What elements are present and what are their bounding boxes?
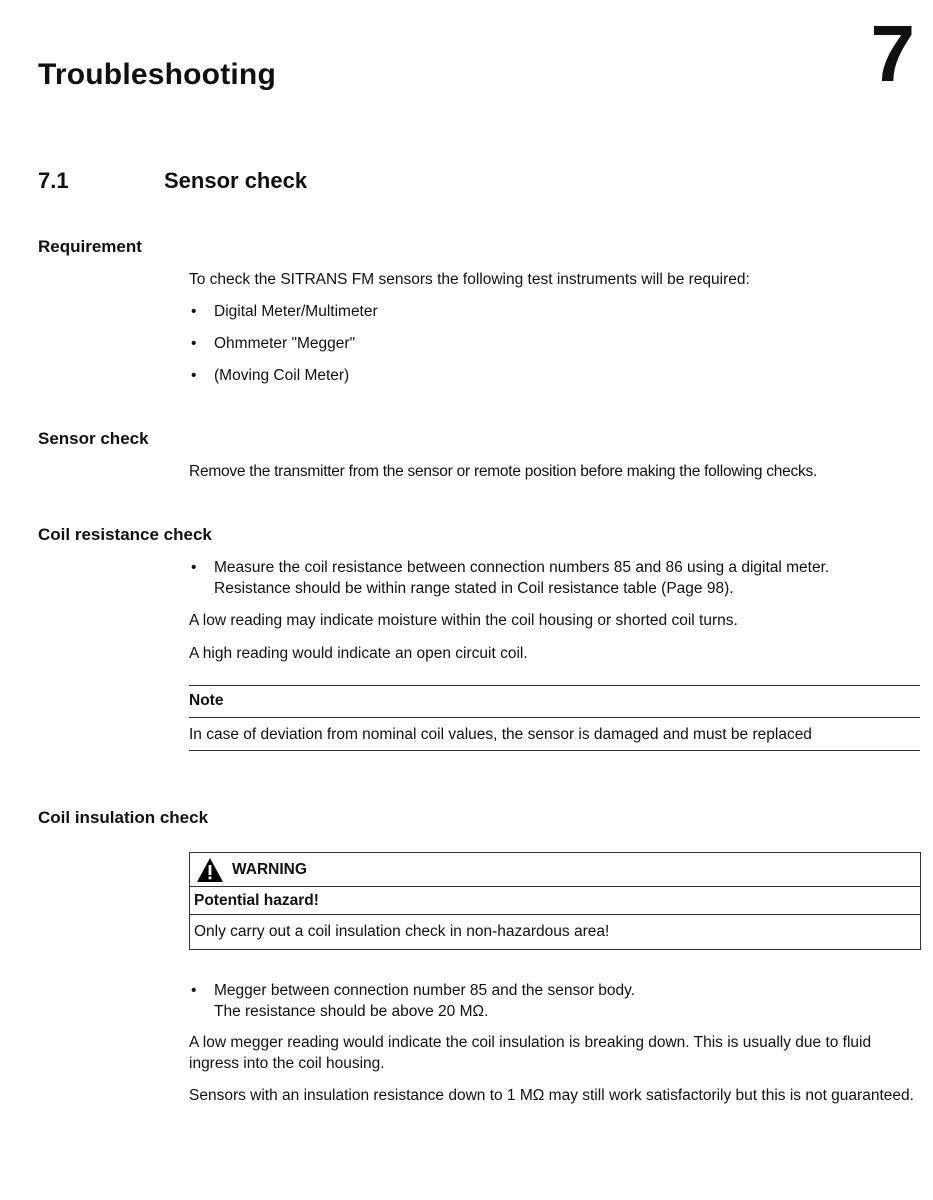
coil-resistance-para2: A high reading would indicate an open circuit coil. (189, 645, 528, 662)
bullet-line: Megger between connection number 85 and the sensor body. (214, 982, 636, 999)
section-title: Sensor check (164, 168, 308, 193)
coil-resistance-para1: A low reading may indicate moisture within the coil housing or shorted coil turns. (189, 612, 738, 629)
warning-title: Potential hazard! (190, 887, 920, 915)
warning-header (190, 853, 920, 887)
list-item: • (Moving Coil Meter) (189, 365, 921, 386)
bullet-line: Measure the coil resistance between connection numbers 85 and 86 using a digital meter. (214, 559, 830, 576)
warning-text: Only carry out a coil insulation check in non-hazardous area! (194, 923, 610, 940)
coil-insulation-heading: Coil insulation check (38, 808, 209, 827)
sensor-check-heading: Sensor check (38, 429, 149, 448)
warning-box (189, 852, 921, 950)
list-item: • Digital Meter/Multimeter (189, 301, 921, 322)
note-title: Note (189, 686, 920, 718)
sensor-check-text: Remove the transmitter from the sensor or remote position before making the following checks. (189, 463, 818, 480)
coil-insulation-para1: A low megger reading would indicate the coil insulation is breaking down. This is usually due to fluid ingress into the coil housing. (189, 1034, 872, 1072)
list-item (189, 557, 921, 599)
chapter-title: Troubleshooting (38, 58, 276, 91)
warning-triangle-icon (196, 857, 224, 883)
chapter-number: 7 (870, 9, 915, 98)
requirement-heading: Requirement (38, 237, 142, 256)
bullet-line: Resistance should be within range stated in Coil resistance table (Page 98). (214, 580, 734, 597)
instrument-list (189, 301, 921, 397)
section-number: 7.1 (38, 168, 69, 193)
bullet-line: The resistance should be above 20 MΩ. (214, 1003, 489, 1020)
coil-resistance-list (189, 557, 921, 599)
coil-insulation-list (189, 980, 921, 1022)
warning-label: WARNING (232, 860, 307, 878)
requirement-intro: To check the SITRANS FM sensors the following test instruments will be required: (189, 271, 750, 288)
coil-resistance-heading: Coil resistance check (38, 525, 212, 544)
list-item: • Ohmmeter "Megger" (189, 333, 921, 354)
note-text: In case of deviation from nominal coil values, the sensor is damaged and must be replaced (189, 726, 812, 743)
list-item (189, 980, 921, 1022)
note-box (189, 685, 920, 751)
coil-insulation-para2: Sensors with an insulation resistance down to 1 MΩ may still work satisfactorily but this is not guaranteed. (189, 1087, 914, 1104)
